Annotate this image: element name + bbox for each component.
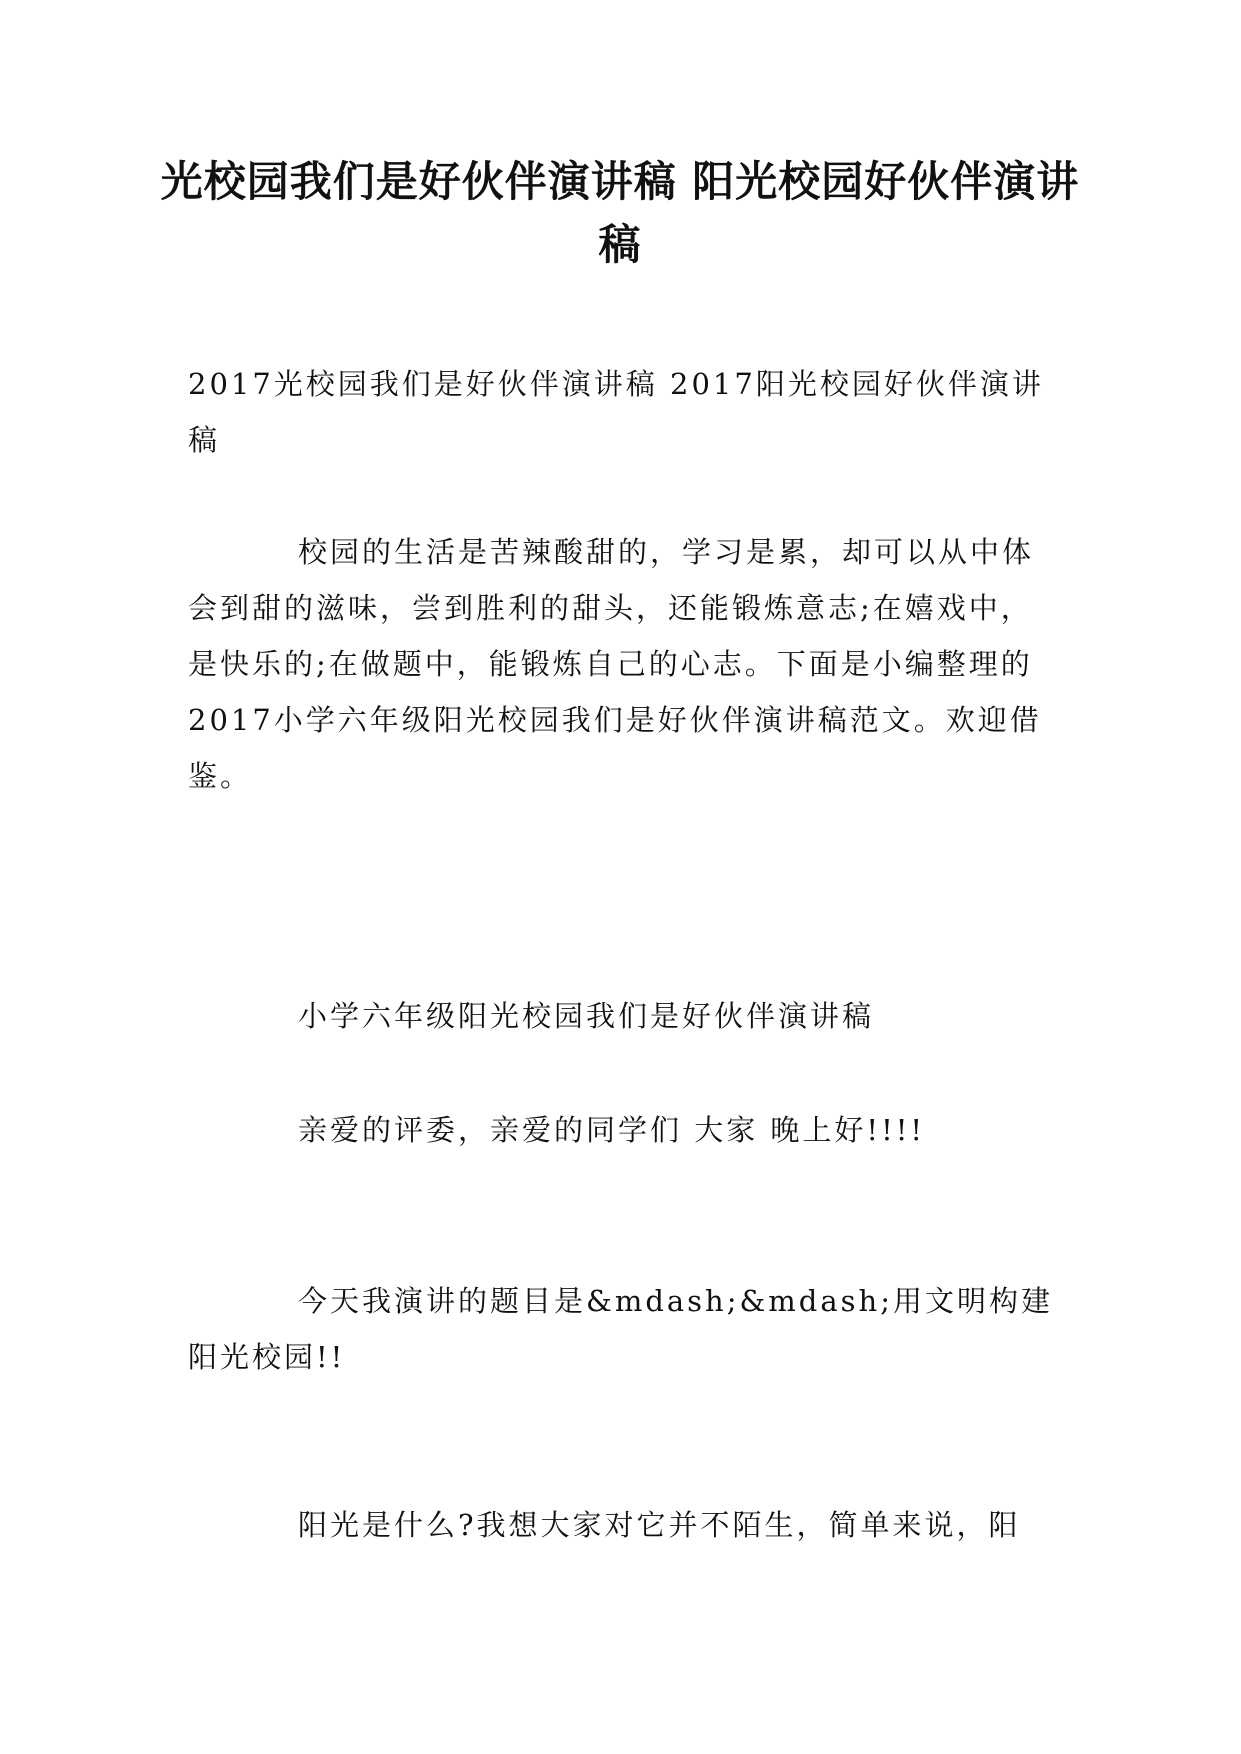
body-paragraph: 校园的生活是苦辣酸甜的，学习是累，却可以从中体会到甜的滋味，尝到胜利的甜头，还能锻炼意志;在嬉戏中，是快乐的;在做题中，能锻炼自己的心志。下面是小编整理的2017小学六年级阳光校园我们是好伙伴演讲稿范文。欢迎借鉴。: [188, 535, 1042, 793]
topic-paragraph: 今天我演讲的题目是&mdash;&mdash;用文明构建阳光校园!!: [188, 1284, 1053, 1374]
greeting-paragraph: 亲爱的评委，亲爱的同学们 大家 晚上好!!!!: [298, 1113, 926, 1147]
intro-paragraph: 2017光校园我们是好伙伴演讲稿 2017阳光校园好伙伴演讲稿: [188, 367, 1044, 457]
body-paragraph-cutoff: 阳光是什么?我想大家对它并不陌生，简单来说，阳: [298, 1508, 1021, 1542]
section-heading: 小学六年级阳光校园我们是好伙伴演讲稿: [298, 999, 875, 1033]
document-title: 光校园我们是好伙伴演讲稿 阳光校园好伙伴演讲稿: [160, 157, 1080, 269]
